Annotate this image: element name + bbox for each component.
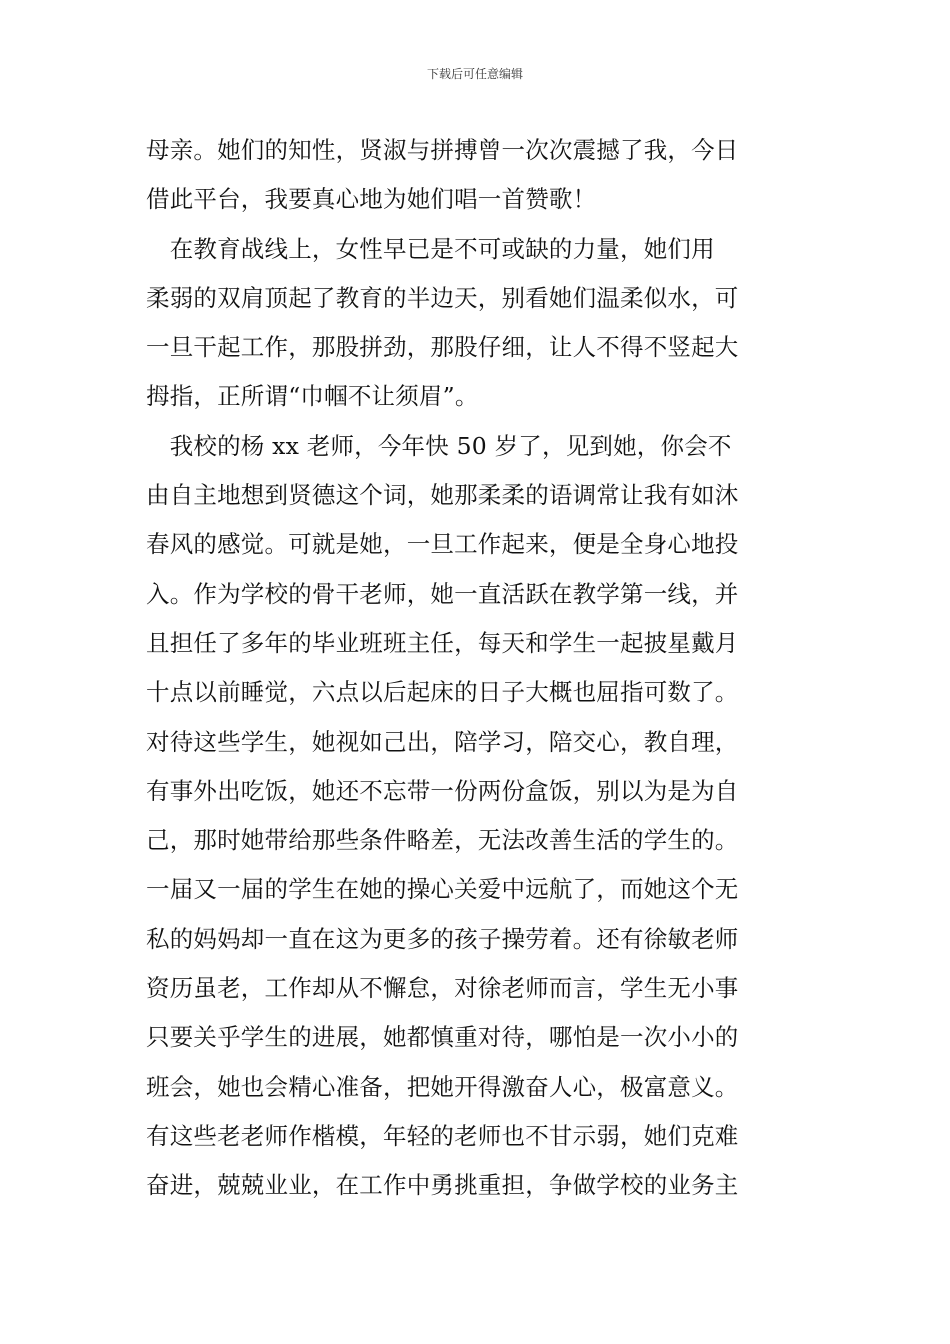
text-line: 一届又一届的学生在她的操心关爱中远航了，而她这个无 (146, 875, 739, 904)
text-line: 私的妈妈却一直在这为更多的孩子操劳着。还有徐敏老师 (146, 924, 739, 953)
text-line: 母亲。她们的知性，贤淑与拼搏曾一次次震撼了我，今日 (146, 136, 739, 164)
text-line: 对待这些学生，她视如己出，陪学习，陪交心，教自理， (146, 727, 739, 756)
text-line: 拇指，正所谓“巾帼不让须眉”。 (146, 382, 479, 411)
text-line: 己，那时她带给那些条件略差，无法改善生活的学生的。 (146, 826, 739, 855)
text-line: 借此平台，我要真心地为她们唱一首赞歌！ (146, 185, 597, 214)
text-line: 有事外出吃饭，她还不忘带一份两份盒饭，别以为是为自 (146, 776, 739, 805)
text-line: 班会，她也会精心准备，把她开得激奋人心，极富意义。 (146, 1072, 739, 1101)
text-line: 柔弱的双肩顶起了教育的半边天，别看她们温柔似水，可 (146, 283, 739, 312)
text-line: 奋进，兢兢业业，在工作中勇挑重担，争做学校的业务主 (146, 1171, 739, 1200)
text-line: 且担任了多年的毕业班班主任，每天和学生一起披星戴月 (146, 628, 739, 657)
text-line: 在教育战线上，女性早已是不可或缺的力量，她们用 (146, 234, 715, 263)
text-line: 一旦干起工作，那股拼劲，那股仔细，让人不得不竖起大 (146, 333, 739, 362)
document-body (146, 126, 816, 1211)
text-line: 资历虽老，工作却从不懈怠，对徐老师而言，学生无小事 (146, 974, 739, 1003)
text-line: 有这些老老师作楷模，年轻的老师也不甘示弱，她们克难 (146, 1121, 739, 1150)
text-line: 我校的杨 xx 老师，今年快 50 岁了，见到她，你会不 (146, 431, 732, 460)
text-line: 由自主地想到贤德这个词，她那柔柔的语调常让我有如沐 (146, 481, 739, 510)
text-line: 十点以前睡觉，六点以后起床的日子大概也屈指可数了。 (146, 678, 739, 707)
text-line: 只要关乎学生的进展，她都慎重对待，哪怕是一次小小的 (146, 1023, 739, 1052)
text-line: 入。作为学校的骨干老师，她一直活跃在教学第一线，并 (146, 579, 739, 608)
text-line: 春风的感觉。可就是她，一旦工作起来，便是全身心地投 (146, 530, 739, 559)
page-header-note: 下载后可任意编辑 (426, 67, 523, 81)
